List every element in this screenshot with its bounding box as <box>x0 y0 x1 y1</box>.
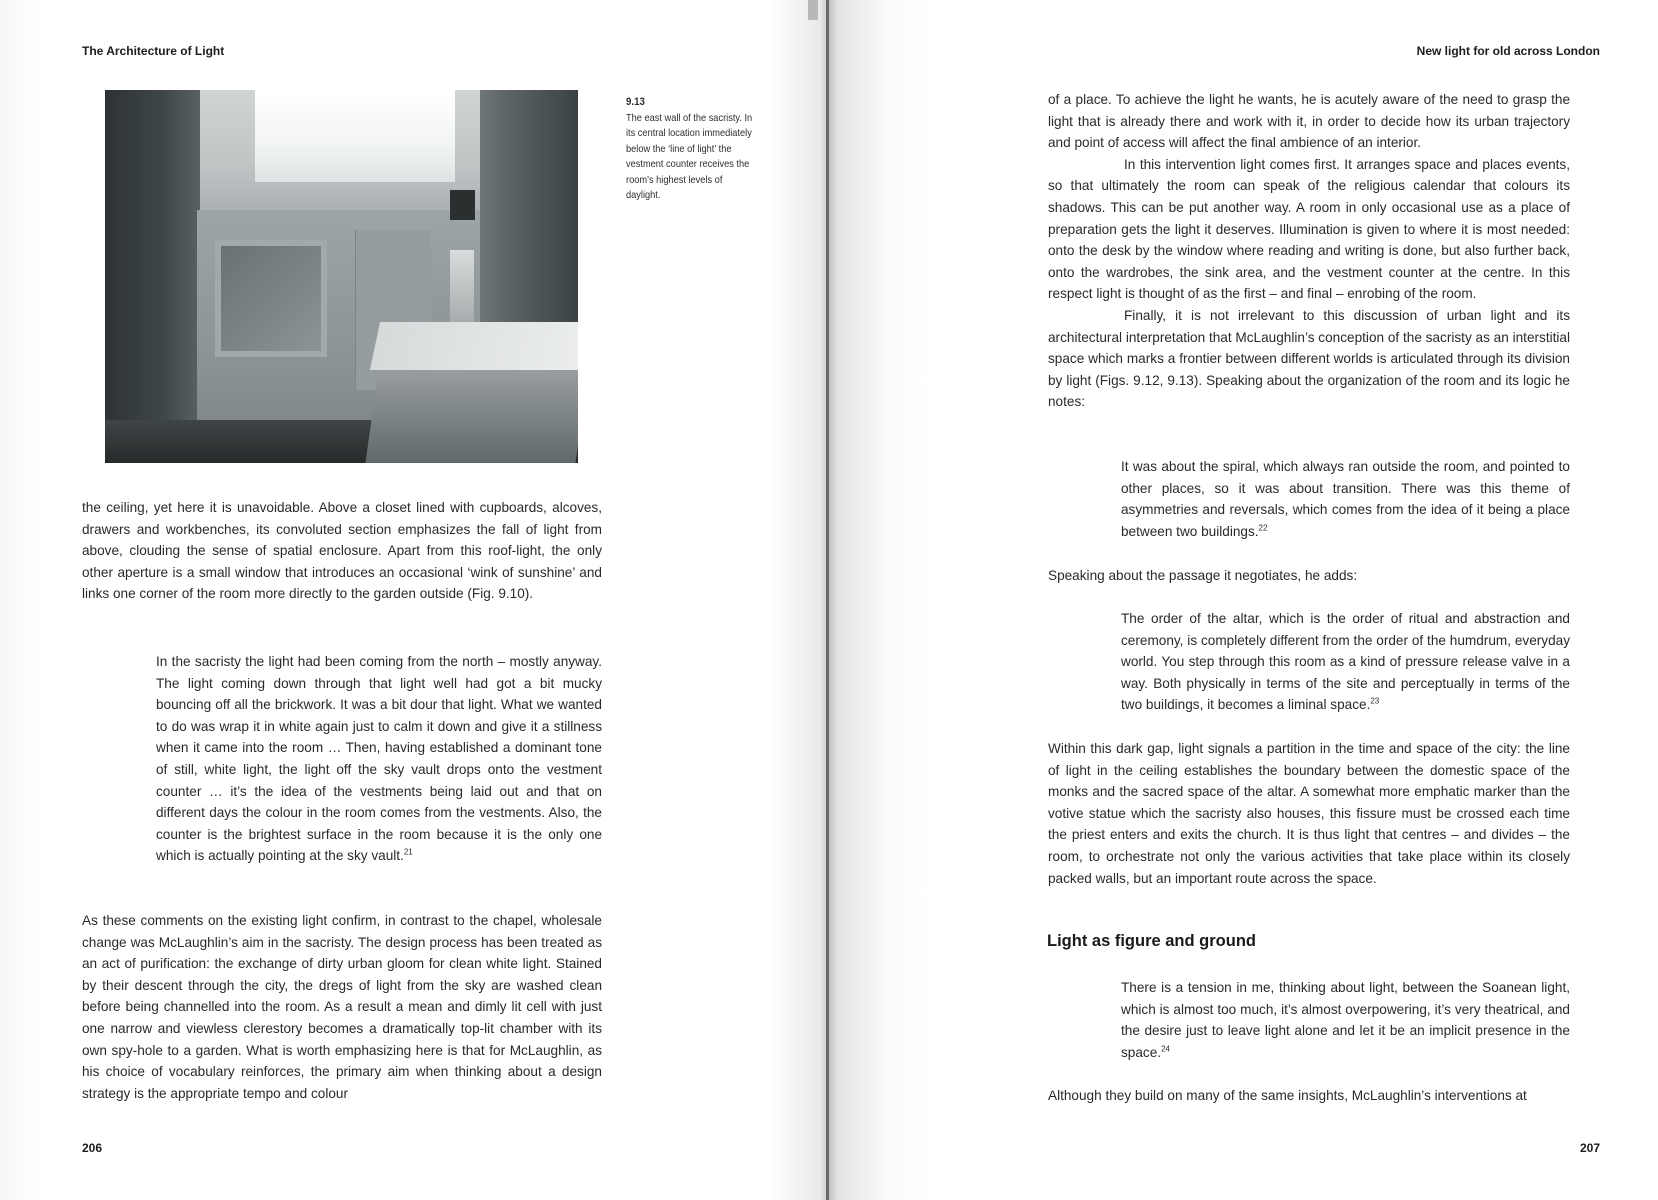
right-block-quote-3 <box>1121 977 1570 1063</box>
left-paragraph-2 <box>82 910 602 1104</box>
footnote-ref: 23 <box>1370 696 1380 706</box>
photo-skylight <box>255 90 455 182</box>
left-block-quote <box>156 651 602 867</box>
right-paragraph-2 <box>1048 738 1570 889</box>
quote-text <box>1121 456 1570 542</box>
photo-counter-top <box>370 322 578 370</box>
quote-body: There is a tension in me, thinking about light, between the Soanean light, which is almost too much, it’s almost overpowering, it’s very theatrical, and the desire just to leave light alone and let it be an implicit presence in the space. <box>1121 980 1570 1060</box>
body-text: Within this dark gap, light signals a partition in the time and space of the city: the line of light in the ceiling establishes the boundary between the domestic space of the monks and the sacred space of the altar. A somewhat more emphatic marker than the votive statue which the sacristy also houses, this fissure must be crossed each time the priest enters and exits the church. It is thus light that centres – and divides – the room, to orchestrate not only the various activities that take place within its closely packed walls, but an important route across the space. <box>1048 741 1570 886</box>
left-paragraph-1 <box>82 497 602 605</box>
gutter-shadow <box>808 0 818 20</box>
body-text: Finally, it is not irrelevant to this discussion of urban light and its architectural interpretation that McLaughlin’s conception of the sacristy as an interstitial space which marks a frontier between different worlds is articulated through its division by light (Figs. 9.12, 9.13). Speaking about the organization of the room and its logic he notes: <box>1048 307 1570 410</box>
photo-left-wall <box>105 90 200 463</box>
book-gutter <box>826 0 829 1200</box>
quote-text <box>1121 977 1570 1063</box>
body-text: Although they build on many of the same insights, McLaughlin’s interventions at <box>1048 1088 1527 1103</box>
right-block-quote-1 <box>1121 456 1570 542</box>
quote-text <box>156 651 602 867</box>
body-text: of a place. To achieve the light he wants, he is acutely aware of the need to grasp the light that is already there and work with it, in order to decide how its urban trajectory and point of access will affect the final ambience of an interior. <box>1048 92 1570 151</box>
footnote-ref: 22 <box>1258 523 1268 533</box>
left-running-head: The Architecture of Light <box>82 44 225 58</box>
body-text: In this intervention light comes first. It arranges space and places events, so that ultimately the room can speak of the religious calendar that colours its shadows. This can be put another way. A room in only occasional use as a place of preparation gets the light it deserves. Illumination is given to where it is most needed: onto the desk by the window where reading and writing is done, but also further back, onto the wardrobes, the sink area, and the vestment counter at the centre. In this respect light is thought of as the first – and final – enrobing of the room. <box>1048 156 1570 302</box>
body-text: As these comments on the existing light confirm, in contrast to the chapel, wholesale change was McLaughlin’s aim in the sacristy. The design process has been treated as an act of purification: the exchange of dirty urban gloom for clean white light. Stained by their descent through the city, the dregs of light from the sky are washed clean before being channelled into the room. As a result a mean and dimly lit cell with just one narrow and viewless clerestory becomes a dramatically top-lit chamber with its own spy-hole to a garden. What is worth emphasizing here is that for McLaughlin, as his choice of vocabulary reinforces, the primary aim when thinking about a design strategy is the appropriate tempo and colour <box>82 913 602 1101</box>
photo-window <box>450 190 475 220</box>
section-heading: Light as figure and ground <box>1047 932 1256 950</box>
right-running-head: New light for old across London <box>1416 44 1600 58</box>
photo-niche <box>215 240 327 357</box>
right-paragraph-3 <box>1048 1085 1570 1107</box>
body-text: Speaking about the passage it negotiates, he adds: <box>1048 568 1358 583</box>
quote-body: It was about the spiral, which always ran outside the room, and pointed to other places, so it was about transition. There was this theme of asymmetries and reversals, which comes from the idea of it being a place between two buildings. <box>1121 459 1570 539</box>
sacristy-photograph <box>105 90 578 463</box>
left-page-number: 206 <box>82 1141 103 1155</box>
body-text: the ceiling, yet here it is unavoidable. Above a closet lined with cupboards, alcoves, drawers and workbenches, its convoluted section emphasizes the fall of light from above, clouding the sense of spatial enclosure. Apart from this roof-light, the only other aperture is a small window that introduces an occasional ‘wink of sunshine’ and links one corner of the room more directly to the garden outside (Fig. 9.10). <box>82 500 602 602</box>
right-block-quote-2 <box>1121 608 1570 716</box>
figure-caption-text: The east wall of the sacristy. In its central location immediately below the ‘line of light’ the vestment counter receives the room’s highest levels of daylight. <box>626 111 753 201</box>
figure-caption <box>626 95 758 204</box>
quote-body: The order of the altar, which is the order of ritual and abstraction and ceremony, is completely different from the order of the humdrum, everyday world. You step through this room as a kind of pressure release valve in a way. Both physically in terms of the site and perceptually in terms of the two buildings, it becomes a liminal space. <box>1121 611 1570 713</box>
quote-text <box>1121 608 1570 716</box>
right-page-number: 207 <box>1579 1141 1600 1155</box>
figure-number: 9.13 <box>626 96 645 108</box>
quote-body: In the sacristy the light had been coming from the north – mostly anyway. The light coming down through that light well had got a bit mucky bouncing off all the brickwork. It was a bit dour that light. What we wanted to do was wrap it in white again just to calm it down and give it a stillness when it came into the room … Then, having established a dominant tone of still, white light, the light off the sky vault drops onto the vestment counter … it’s the idea of the vestments being laid out and that on different days the colour in the room comes from the vestments. Also, the counter is the brightest surface in the room because it is the only one which is actually pointing at the sky vault. <box>156 654 602 864</box>
right-paragraph-1 <box>1048 89 1570 413</box>
footnote-ref: 24 <box>1161 1044 1170 1054</box>
right-paragraph-lead <box>1048 565 1570 587</box>
footnote-ref: 21 <box>403 847 413 857</box>
